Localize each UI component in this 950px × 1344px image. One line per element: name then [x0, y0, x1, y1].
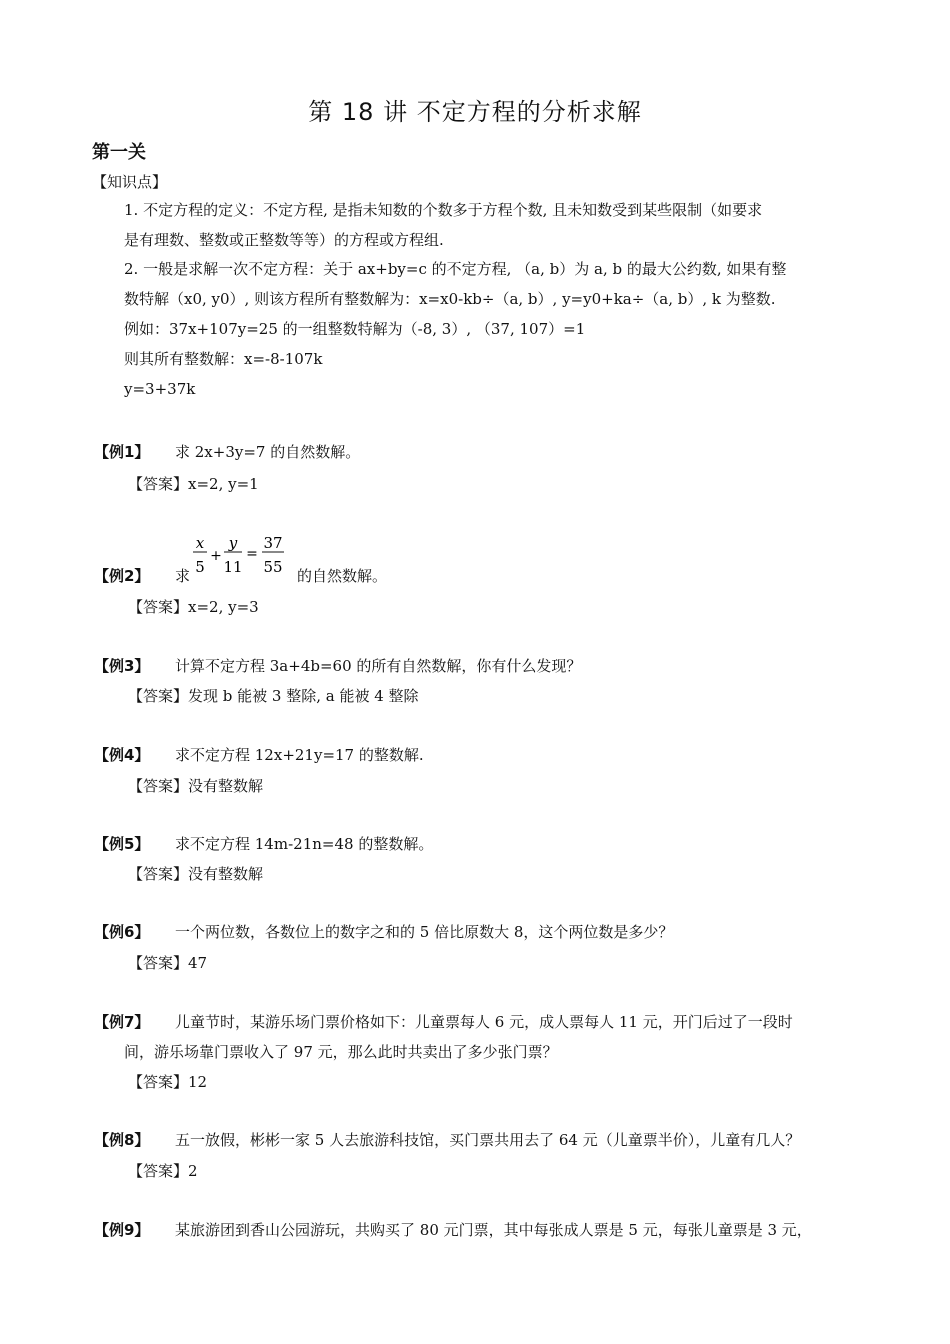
example-question-suffix: 的自然数解。: [297, 567, 388, 585]
answer-value: x=2, y=1: [188, 475, 259, 493]
example-answer: [128, 864, 263, 884]
answer-tag: 【答案】: [128, 1073, 189, 1091]
x-numerator: x: [195, 534, 205, 552]
example-question: 儿童节时，某游乐场门票价格如下：儿童票每人 6 元，成人票每人 11 元，开门后过了一段时: [175, 1013, 793, 1031]
example-label: 【例7】: [94, 1013, 150, 1031]
answer-value: 发现 b 能被 3 整除, a 能被 4 整除: [188, 687, 419, 705]
y-denominator: 11: [223, 558, 243, 576]
answer-tag: 【答案】: [128, 777, 189, 795]
x-denominator: 5: [195, 558, 205, 576]
example-answer: [128, 1161, 198, 1181]
example-label: 【例6】: [94, 923, 150, 941]
example-question: 计算不定方程 3a+4b=60 的所有自然数解，你有什么发现？: [175, 657, 582, 675]
knowledge-line: 例如：37x+107y=25 的一组整数特解为（-8, 3）, （37, 107）=1: [124, 320, 586, 338]
answer-value: 没有整数解: [188, 777, 264, 795]
knowledge-line: 数特解（x0, y0）, 则该方程所有整数解为：x=x0-kb÷（a, b）, y=y0+ka÷（a, b）, k 为整数.: [124, 290, 776, 308]
example-question: 求不定方程 12x+21y=17 的整数解.: [175, 746, 424, 764]
example-answer: [128, 1072, 207, 1092]
knowledge-line: 2. 一般是求解一次不定方程：关于 ax+by=c 的不定方程, （a, b）为 a, b 的最大公约数, 如果有整: [124, 260, 787, 278]
example-answer: [128, 953, 207, 973]
answer-tag: 【答案】: [128, 1162, 189, 1180]
knowledge-line: y=3+37k: [124, 380, 196, 398]
example-question: 某旅游团到香山公园游玩，共购买了 80 元门票，其中每张成人票是 5 元，每张儿童票是 3 元，: [175, 1221, 812, 1239]
answer-tag: 【答案】: [128, 598, 189, 616]
answer-tag: 【答案】: [128, 687, 189, 705]
example-question: 五一放假，彬彬一家 5 人去旅游科技馆，买门票共用去了 64 元（儿童票半价），儿童有几人？: [175, 1131, 801, 1149]
answer-value: 没有整数解: [188, 865, 264, 883]
example-label: 【例1】: [94, 443, 150, 461]
example-answer: [128, 474, 259, 494]
plus-sign: +: [210, 548, 222, 564]
answer-tag: 【答案】: [128, 954, 189, 972]
example-label: 【例3】: [94, 657, 150, 675]
example-question: 求 2x+3y=7 的自然数解。: [175, 443, 361, 461]
knowledge-line: 是有理数、整数或正整数等等）的方程或方程组.: [124, 231, 444, 249]
example-answer: [128, 686, 419, 706]
example-label: 【例2】: [94, 567, 150, 585]
result-numerator: 37: [263, 534, 283, 552]
example-question-prefix: 求: [175, 567, 191, 585]
answer-value: 2: [188, 1162, 198, 1180]
example-answer: [128, 776, 263, 796]
fraction-equation: [190, 532, 290, 582]
example-answer: [128, 597, 259, 617]
example-label: 【例5】: [94, 835, 150, 853]
answer-value: 12: [188, 1073, 208, 1091]
answer-tag: 【答案】: [128, 865, 189, 883]
knowledge-heading: 【知识点】: [92, 173, 168, 191]
example-question: 求不定方程 14m-21n=48 的整数解。: [175, 835, 434, 853]
knowledge-line: 则其所有整数解：x=-8-107k: [124, 350, 323, 368]
page-title: 第 18 讲 不定方程的分析求解: [308, 98, 642, 126]
answer-value: x=2, y=3: [188, 598, 259, 616]
section-heading: 第一关: [92, 142, 146, 163]
knowledge-line: 1. 不定方程的定义：不定方程, 是指未知数的个数多于方程个数, 且未知数受到某些限制（如要求: [124, 201, 763, 219]
example-question: 一个两位数，各数位上的数字之和的 5 倍比原数大 8，这个两位数是多少？: [175, 923, 674, 941]
answer-tag: 【答案】: [128, 475, 189, 493]
example-label: 【例8】: [94, 1131, 150, 1149]
example-label: 【例4】: [94, 746, 150, 764]
result-denominator: 55: [263, 558, 283, 576]
example-label: 【例9】: [94, 1221, 150, 1239]
equals-sign: =: [246, 546, 258, 562]
y-numerator: y: [228, 534, 238, 552]
answer-value: 47: [188, 954, 208, 972]
example-question: 间，游乐场靠门票收入了 97 元，那么此时共卖出了多少张门票？: [124, 1043, 558, 1061]
